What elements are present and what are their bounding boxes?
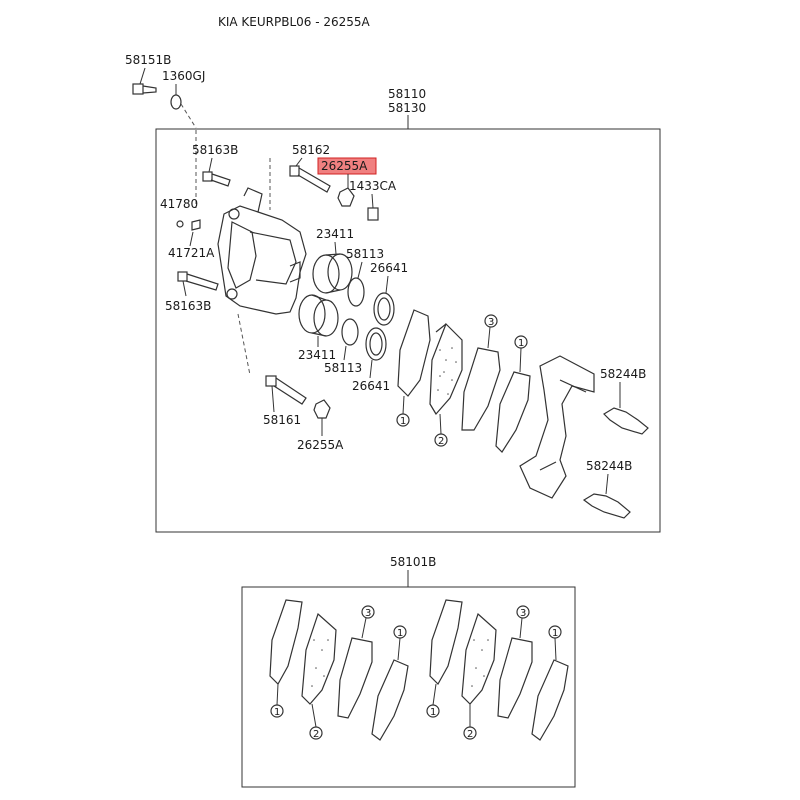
- callout-58130[interactable]: 58130: [388, 101, 427, 115]
- callout-58101B[interactable]: 58101B: [390, 555, 437, 569]
- brake-pad-2[interactable]: [430, 324, 462, 414]
- callout-26641-top[interactable]: 26641: [370, 261, 409, 275]
- kit-shim-1-left-b[interactable]: [372, 660, 408, 740]
- svg-text:2: 2: [438, 436, 445, 447]
- callout-1433CA[interactable]: 1433CA: [349, 179, 397, 193]
- callout-58113-bottom[interactable]: 58113: [324, 361, 363, 375]
- svg-text:2: 2: [313, 729, 320, 740]
- diagram-title: KIA KEURPBL06 - 26255A: [218, 15, 370, 29]
- callout-58162[interactable]: 58162: [292, 143, 331, 157]
- callout-41780[interactable]: 41780: [160, 197, 199, 211]
- ref-1-left[interactable]: [397, 396, 409, 427]
- kit-ref-3-left[interactable]: [362, 606, 374, 638]
- callout-58244B-bottom[interactable]: 58244B: [586, 459, 633, 473]
- ref-1-right[interactable]: [515, 336, 527, 372]
- caliper-assembly-frame: [156, 129, 660, 532]
- svg-text:1: 1: [430, 707, 437, 718]
- callout-26255A-top[interactable]: 26255A: [321, 159, 368, 173]
- ref-2[interactable]: [435, 414, 447, 447]
- svg-text:3: 3: [365, 608, 372, 619]
- kit-shim-1-left-a[interactable]: [270, 600, 302, 684]
- guide-pin-58161[interactable]: [266, 376, 306, 412]
- kit-ref-1-right-a[interactable]: [427, 684, 439, 718]
- callout-23411-bottom[interactable]: 23411: [298, 348, 337, 362]
- svg-text:1: 1: [397, 628, 404, 639]
- kit-shim-3-left[interactable]: [338, 638, 372, 718]
- kit-shim-1-right-b[interactable]: [532, 660, 568, 740]
- ref-3[interactable]: [485, 315, 497, 348]
- bolt-58151B[interactable]: [133, 68, 156, 94]
- cap-41780[interactable]: [177, 221, 183, 227]
- piston-23411-bottom[interactable]: [299, 295, 338, 347]
- kit-pad-2-left[interactable]: [302, 614, 336, 704]
- bolt-58163B-top[interactable]: [203, 158, 230, 186]
- svg-text:2: 2: [467, 729, 474, 740]
- shim-1-right[interactable]: [496, 372, 530, 452]
- kit-shim-1-right-a[interactable]: [430, 600, 462, 684]
- boot-26641-bottom[interactable]: [366, 328, 386, 378]
- shim-1-left[interactable]: [398, 310, 430, 396]
- kit-ref-2-right[interactable]: [464, 704, 476, 740]
- screw-41721A[interactable]: [190, 220, 200, 246]
- seal-58113-top[interactable]: [348, 278, 364, 306]
- svg-text:1: 1: [518, 338, 525, 349]
- kit-ref-1-right-b[interactable]: [549, 626, 561, 660]
- svg-text:3: 3: [488, 317, 495, 328]
- svg-text:1: 1: [274, 707, 281, 718]
- kit-ref-3-right[interactable]: [517, 606, 529, 638]
- shim-3[interactable]: [462, 348, 500, 430]
- kit-pad-2-right[interactable]: [462, 614, 496, 704]
- boot-26255A-bottom[interactable]: [314, 400, 330, 436]
- svg-text:1: 1: [400, 416, 407, 427]
- svg-text:3: 3: [520, 608, 527, 619]
- kit-ref-1-left-a[interactable]: [271, 684, 283, 718]
- callout-58113-top[interactable]: 58113: [346, 247, 385, 261]
- boot-26641-top[interactable]: [374, 276, 394, 325]
- callout-1360GJ[interactable]: 1360GJ: [162, 69, 206, 83]
- svg-text:1: 1: [552, 628, 559, 639]
- kit-ref-1-left-b[interactable]: [394, 626, 406, 660]
- caliper-body[interactable]: [218, 188, 306, 314]
- washer-1360GJ[interactable]: [171, 84, 181, 109]
- clip-58244B-bottom[interactable]: [584, 474, 630, 518]
- callout-58110[interactable]: 58110: [388, 87, 427, 101]
- bolt-58163B-bottom[interactable]: [178, 272, 218, 296]
- kit-shim-3-right[interactable]: [498, 638, 532, 718]
- callout-23411-top[interactable]: 23411: [316, 227, 355, 241]
- kit-ref-2-left[interactable]: [310, 704, 322, 740]
- callout-58244B-top[interactable]: 58244B: [600, 367, 647, 381]
- clip-58244B-top[interactable]: [604, 382, 648, 434]
- carrier-bracket[interactable]: [520, 356, 594, 498]
- bleeder-1433CA[interactable]: [368, 194, 378, 220]
- callout-58163B-top[interactable]: 58163B: [192, 143, 239, 157]
- seal-58113-bottom[interactable]: [342, 319, 358, 345]
- callout-41721A[interactable]: 41721A: [168, 246, 215, 260]
- callout-58151B[interactable]: 58151B: [125, 53, 172, 67]
- callout-26255A-bottom[interactable]: 26255A: [297, 438, 344, 452]
- callout-26641-bottom[interactable]: 26641: [352, 379, 391, 393]
- callout-58161[interactable]: 58161: [263, 413, 302, 427]
- callout-58163B-bottom[interactable]: 58163B: [165, 299, 212, 313]
